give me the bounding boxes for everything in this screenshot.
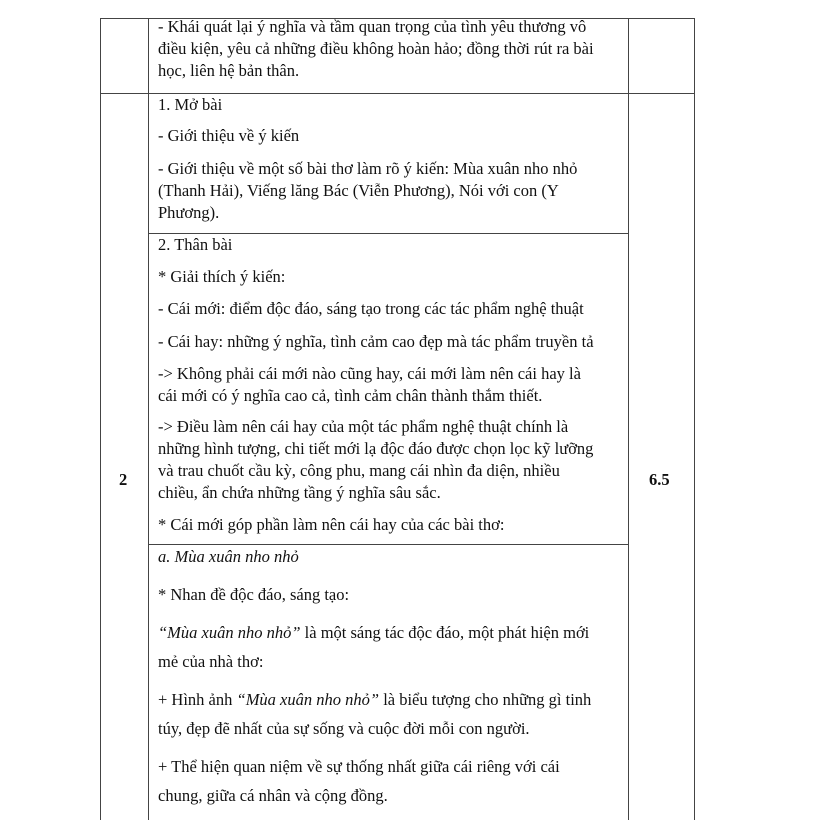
poem-a-paragraph-3-line-1: + Thể hiện quan niệm về sự thống nhất giữa cái riêng với cái [158,757,560,776]
poem-a-image-quote: “Mùa xuân nho nhỏ” [236,690,380,709]
cell-divider-than-bai [148,544,629,545]
than-bai-arrow-2-line-4: chiều, ẩn chứa những tầng ý nghĩa sâu sắc. [158,483,441,502]
than-bai-explain: * Giải thích ý kiến: [158,267,286,286]
poem-a-title-quote: “Mùa xuân nho nhỏ” [158,623,301,642]
mo-bai-point-2-line-2: (Thanh Hải), Viếng lăng Bác (Viễn Phương), Nói với con (Y [158,181,559,200]
poem-a-paragraph-1-rest: là một sáng tác độc đáo, một phát hiện mới [300,623,590,642]
table-border-left [100,18,101,820]
table-border-right [694,18,695,820]
conclusion-line-1: - Khái quát lại ý nghĩa và tầm quan trọng của tình yêu thương vô [158,17,587,36]
than-bai-arrow-1-line-1: -> Không phải cái mới nào cũng hay, cái mới làm nên cái hay là [158,364,581,383]
poem-a-paragraph-1-line-2: mẻ của nhà thơ: [158,652,264,671]
poem-a-paragraph-2-prefix: + Hình ảnh [158,690,237,709]
than-bai-arrow-1-line-2: cái mới có ý nghĩa cao cả, tình cảm chân thành thắm thiết. [158,386,543,405]
than-bai-good: - Cái hay: những ý nghĩa, tình cảm cao đẹp mà tác phẩm truyền tả [158,332,594,351]
poem-a-paragraph-2-line-2: túy, đẹp đẽ nhất của sự sống và cuộc đời mỗi con người. [158,719,530,738]
mo-bai-point-2-line-3: Phương). [158,203,220,222]
question-score: 6.5 [649,470,670,489]
poem-a-paragraph-2-rest: là biểu tượng cho những gì tinh [379,690,592,709]
than-bai-heading: 2. Thân bài [158,235,233,254]
poem-a-paragraph-1-line-1 [158,622,589,644]
conclusion-line-2: điều kiện, yêu cả những điều không hoàn hảo; đồng thời rút ra bài [158,39,594,58]
than-bai-arrow-2-line-3: và trau chuốt cầu kỳ, công phu, mang cái nhìn đa diện, nhiều [158,461,560,480]
question-number: 2 [119,470,128,489]
column-divider-number [148,18,149,820]
than-bai-new: - Cái mới: điểm độc đáo, sáng tạo trong các tác phẩm nghệ thuật [158,299,584,318]
than-bai-arrow-2-line-2: những hình tượng, chi tiết mới lạ độc đáo được chọn lọc kỹ lưỡng [158,439,594,458]
poem-a-title-point: * Nhan đề độc đáo, sáng tạo: [158,585,350,604]
poem-a-heading: a. Mùa xuân nho nhỏ [158,547,299,566]
column-divider-content [628,18,629,820]
mo-bai-point-2-line-1: - Giới thiệu về một số bài thơ làm rõ ý kiến: Mùa xuân nho nhỏ [158,159,578,178]
than-bai-contribute: * Cái mới góp phần làm nên cái hay của các bài thơ: [158,515,505,534]
poem-a-paragraph-3-line-2: chung, giữa cá nhân và cộng đồng. [158,786,388,805]
conclusion-line-3: học, liên hệ bản thân. [158,61,300,80]
mo-bai-heading: 1. Mở bài [158,95,223,114]
mo-bai-point-1: - Giới thiệu về ý kiến [158,126,300,145]
than-bai-arrow-2-line-1: -> Điều làm nên cái hay của một tác phẩm nghệ thuật chính là [158,417,569,436]
poem-a-paragraph-2-line-1 [158,689,591,711]
